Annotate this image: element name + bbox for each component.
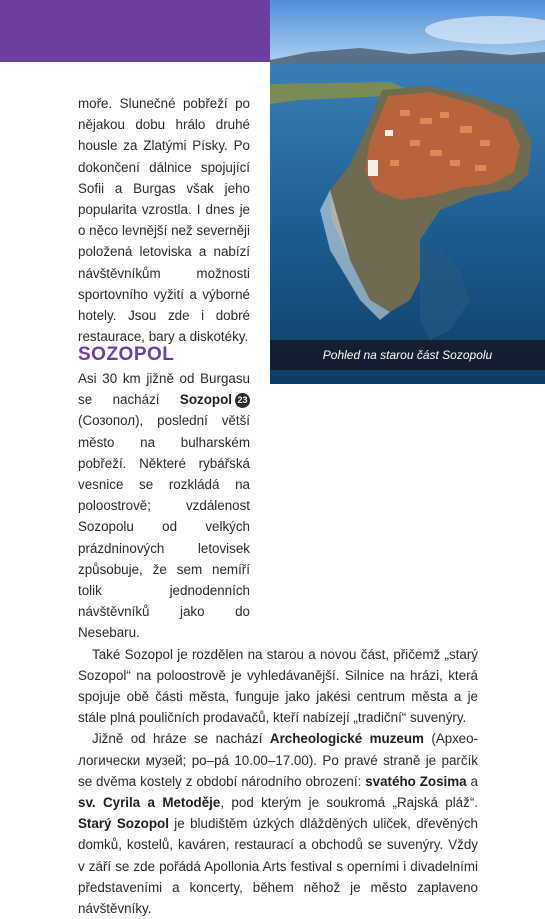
sozopol-aerial-photo: [270, 0, 545, 384]
paragraph-1: Asi 30 km jižně od Burgasu se nachází Sozopol 23 (Созопол), poslední větší město na bulharském pobřeží. Některé rybářská vesnice se rozkládá na poloostrově; vzdálenost Sozopolu od velkých prázdninových letovisek způsobuje, že sem nemíří tolik jednodenních návštěvníků jako do Nesebaru.: [78, 371, 250, 641]
map-number-badge: 23: [235, 393, 250, 408]
place-name-sozopol: Sozopol: [179, 392, 232, 408]
paragraph-3: Jižně od hráze se nachází Archeologické muzeum (Археологически музей; po–pá 10.00–17.00). Po pravé straně je parčík se dvěma kostely z období národního obrození: svatého Zosima a sv. Cyrila a Metoděje, pod kterým je soukromá „Rajská pláž“. Starý Sozopol je bludištěm úzkých dlážděných uliček, dřevěných domků, kostelů, kaváren, restaurací a obchodů se suvenýry. Vždy v září se zde pořádá Apollonia Arts festival s operními i divadelními představeními a koncerty, během něhož je město zaplaveno návštěvníky.: [78, 731, 479, 917]
photo-illustration: [270, 0, 545, 384]
paragraph-2: Také Sozopol je rozdělen na starou a novou část, přičemž „starý Sozopol“ na poloostrově je vyhledávanější. Silnice na hrázi, která spojuje obě části města, funguje jako jakési centrum města a je stále plná pouličních prodavačů, kteří nabízejí „tradiční“ suvenýry.: [78, 646, 478, 726]
header-color-bar: [0, 0, 270, 62]
photo-caption: Pohled na starou část Sozopolu: [270, 340, 545, 370]
section-heading: SOZOPOL: [78, 344, 175, 365]
intro-column-text: moře. Slunečné pobřeží po nějakou dobu hrálo druhé housle za Zlatými Písky. Po dokončení dálnice spojující Sofii a Burgas však jeho popularita vzrostla. I dnes je o něco levnější než severněji položená letoviska a nabízí návštěvníkům možnosti sportovního vyžití a výborné hotely. Jsou zde i dobré restaurace, bary a diskotéky.: [78, 96, 250, 345]
article-body: [78, 368, 478, 919]
